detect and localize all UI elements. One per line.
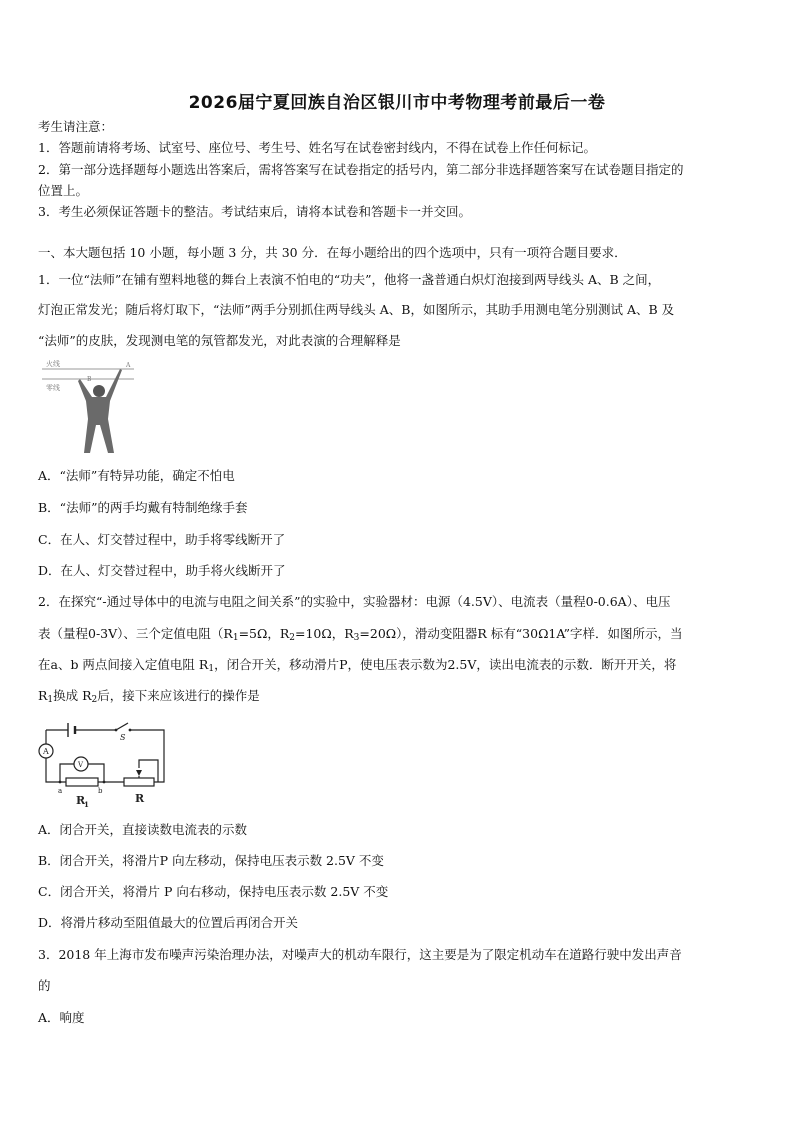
r1-label: R — [76, 794, 86, 807]
switch-symbol — [115, 723, 132, 742]
person-figure — [78, 369, 122, 453]
point-b-label: b — [98, 787, 103, 795]
ammeter-symbol — [39, 744, 53, 758]
notice-item-1: 1．答题前请将考场、试室号、座位号、考生号、姓名写在试卷密封线内，不得在试卷上作任何标记。 — [38, 140, 596, 155]
voltmeter-label: V — [78, 761, 84, 769]
notice-item-3: 3．考生必须保证答题卡的整洁。考试结束后，请将本试卷和答题卡一并交回。 — [38, 204, 471, 219]
notice-item-2-cont: 位置上。 — [38, 183, 89, 198]
q1-option-d: D．在人、灯交替过程中，助手将火线断开了 — [38, 563, 286, 578]
q3-option-a: A．响度 — [38, 1010, 85, 1025]
q1-figure — [42, 357, 142, 455]
page-title: 2026届宁夏回族自治区银川市中考物理考前最后一卷 — [188, 93, 606, 113]
q1-line-1: 1．一位“法师”在铺有塑料地毯的舞台上表演不怕电的“功夫”，他将一盏普通白炽灯泡接到两导线头 A、B 之间， — [38, 272, 661, 287]
q2-option-a: A．闭合开关，直接读数电流表的示数 — [38, 822, 248, 837]
q2-line-4: $R_1$换成 $R_2$后，接下来应该进行的操作是 — [38, 688, 260, 705]
point-a-label: a — [58, 787, 63, 795]
switch-label: S — [120, 733, 126, 742]
q1-option-a: A．“法师”有特异功能，确定不怕电 — [38, 468, 235, 483]
q1-option-b: B．“法师”的两手均戴有特制绝缘手套 — [38, 500, 248, 515]
q2-option-d: D．将滑片移动至阻值最大的位置后再闭合开关 — [38, 915, 299, 930]
r1-sub-label: 1 — [84, 800, 89, 809]
q2-line-1: 2．在探究“-通过导体中的电流与电阻之间关系”的实验中，实验器材：电源（4.5V）、电流表（量程0-0.6A）、电压 — [38, 594, 671, 609]
q1-option-c: C．在人、灯交替过程中，助手将零线断开了 — [38, 532, 286, 547]
section-heading: 一、本大题包括 10 小题，每小题 3 分，共 30 分．在每小题给出的四个选项中，只有一项符合题目要求． — [38, 245, 627, 260]
q2-circuit-figure — [38, 718, 170, 810]
battery-symbol — [68, 723, 75, 737]
notice-heading: 考生请注意： — [38, 119, 114, 134]
neutral-wire-label: 零线 — [46, 384, 60, 392]
voltmeter-symbol — [74, 757, 88, 771]
resistor-r1 — [58, 778, 105, 809]
notice-item-2: 2．第一部分选择题每小题选出答案后，需将答案写在试卷指定的括号内，第二部分非选择题答案写在试卷题目指定的 — [38, 162, 684, 177]
q3-line-2: 的 — [38, 978, 51, 993]
q1-line-2: 灯泡正常发光；随后将灯取下，“法师”两手分别抓住两导线头 A、B，如图所示，其助手用测电笔分别测试 A、B 及 — [38, 302, 675, 317]
rheostat-label: R — [135, 792, 145, 805]
label-a: A — [126, 362, 131, 369]
ammeter-label: A — [43, 747, 49, 756]
live-wire-label: 火线 — [46, 360, 60, 368]
q3-line-1: 3．2018 年上海市发布噪声污染治理办法，对噪声大的机动车限行，这主要是为了限定机动车在道路行驶中发出声音 — [38, 947, 682, 962]
q2-line-2: 表（量程0-3V）、三个定值电阻（$R_1=5\Omega$，$R_2=10\Omega$，$R_3=20\Omega$），滑动变阻器R 标有“30Ω1A”字样．如图所示，当 — [38, 626, 683, 643]
q2-line-3: 在a、b 两点间接入定值电阻 $R_1$，闭合开关，移动滑片P，使电压表示数为2.5V，读出电流表的示数．断开开关，将 — [38, 657, 677, 674]
q2-option-c: C．闭合开关，将滑片 P 向右移动，保持电压表示数 2.5V 不变 — [38, 884, 389, 899]
rheostat-r — [124, 770, 154, 805]
label-b: B — [87, 376, 92, 383]
q2-option-b: B．闭合开关，将滑片P 向左移动，保持电压表示数 2.5V 不变 — [38, 853, 384, 868]
q1-line-3: “法师”的皮肤，发现测电笔的氖管都发光，对此表演的合理解释是 — [38, 333, 401, 348]
